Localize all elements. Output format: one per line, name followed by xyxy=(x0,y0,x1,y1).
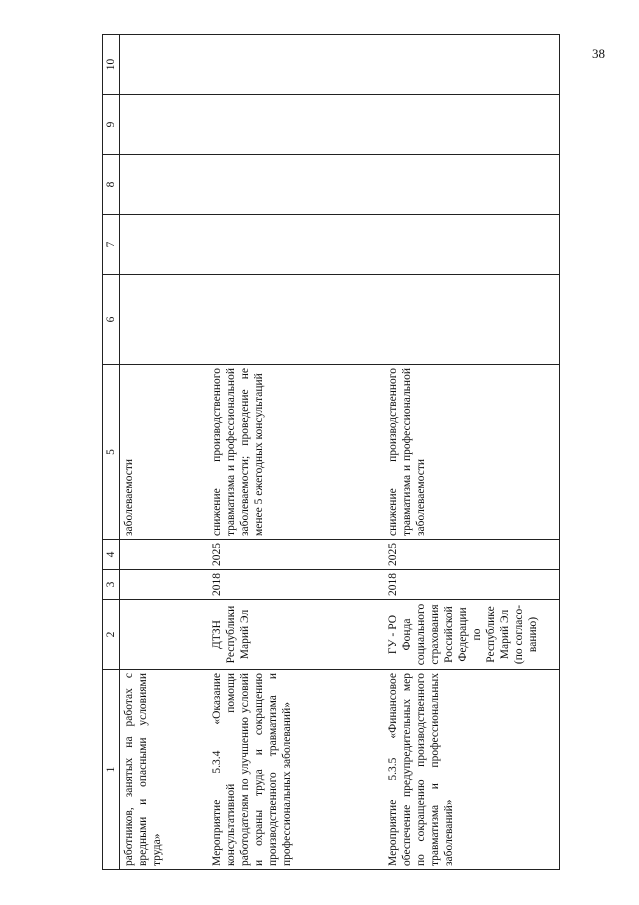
cell-result: заболеваемости xyxy=(120,365,208,540)
cell-empty xyxy=(208,95,384,155)
column-header-5: 5 xyxy=(103,365,120,540)
cell-executor xyxy=(120,600,208,670)
table-row xyxy=(208,35,384,870)
cell-measure: Мероприятие 5.3.5 «Финансовое обеспечение предупредительных мер по сокращению производственного травматизма и профессиональных заболеваний» xyxy=(384,670,560,870)
cell-empty xyxy=(208,275,384,365)
cell-start-year: 2018 xyxy=(384,570,560,600)
cell-empty xyxy=(120,155,208,215)
cell-result: снижение производственного травматизма и профессиональной заболеваемости; проведение не менее 5 ежегодных консультаций xyxy=(208,365,384,540)
cell-measure: Мероприятие 5.3.4 «Оказание консультативной помощи работодателям по улучшению условий и охраны труда и сокращению производственного травматизма и профессиональных заболеваний» xyxy=(208,670,384,870)
cell-end-year: 2025 xyxy=(208,540,384,570)
cell-empty xyxy=(208,215,384,275)
table-row xyxy=(120,35,208,870)
column-header-2: 2 xyxy=(103,600,120,670)
cell-empty xyxy=(120,275,208,365)
cell-empty xyxy=(208,35,384,95)
rotated-table-container xyxy=(102,58,622,870)
cell-empty xyxy=(384,275,560,365)
cell-empty xyxy=(208,155,384,215)
measures-table xyxy=(102,34,560,870)
cell-measure: работников, занятых на работах с вредными и опасными условиями труда» xyxy=(120,670,208,870)
cell-empty xyxy=(120,95,208,155)
column-header-4: 4 xyxy=(103,540,120,570)
column-header-10: 10 xyxy=(103,35,120,95)
cell-empty xyxy=(384,95,560,155)
column-header-6: 6 xyxy=(103,275,120,365)
cell-empty xyxy=(384,35,560,95)
cell-end-year: 2025 xyxy=(384,540,560,570)
cell-executor: ДТЗН Республики Марий Эл xyxy=(208,600,384,670)
column-header-9: 9 xyxy=(103,95,120,155)
cell-start-year: 2018 xyxy=(208,570,384,600)
page-number: 38 xyxy=(592,46,605,61)
cell-empty xyxy=(384,155,560,215)
cell-executor: ГУ - РО Фонда социального страхования Российской Федерации по Республике Марий Эл (по согласо-ванию) xyxy=(384,600,560,670)
cell-empty xyxy=(120,215,208,275)
column-header-7: 7 xyxy=(103,215,120,275)
header-row xyxy=(103,35,120,870)
cell-end-year xyxy=(120,540,208,570)
table-row xyxy=(384,35,560,870)
column-header-3: 3 xyxy=(103,570,120,600)
column-header-8: 8 xyxy=(103,155,120,215)
column-header-1: 1 xyxy=(103,670,120,870)
cell-result: снижение производственного травматизма и профессиональной заболеваемости xyxy=(384,365,560,540)
cell-start-year xyxy=(120,570,208,600)
cell-empty xyxy=(120,35,208,95)
cell-empty xyxy=(384,215,560,275)
